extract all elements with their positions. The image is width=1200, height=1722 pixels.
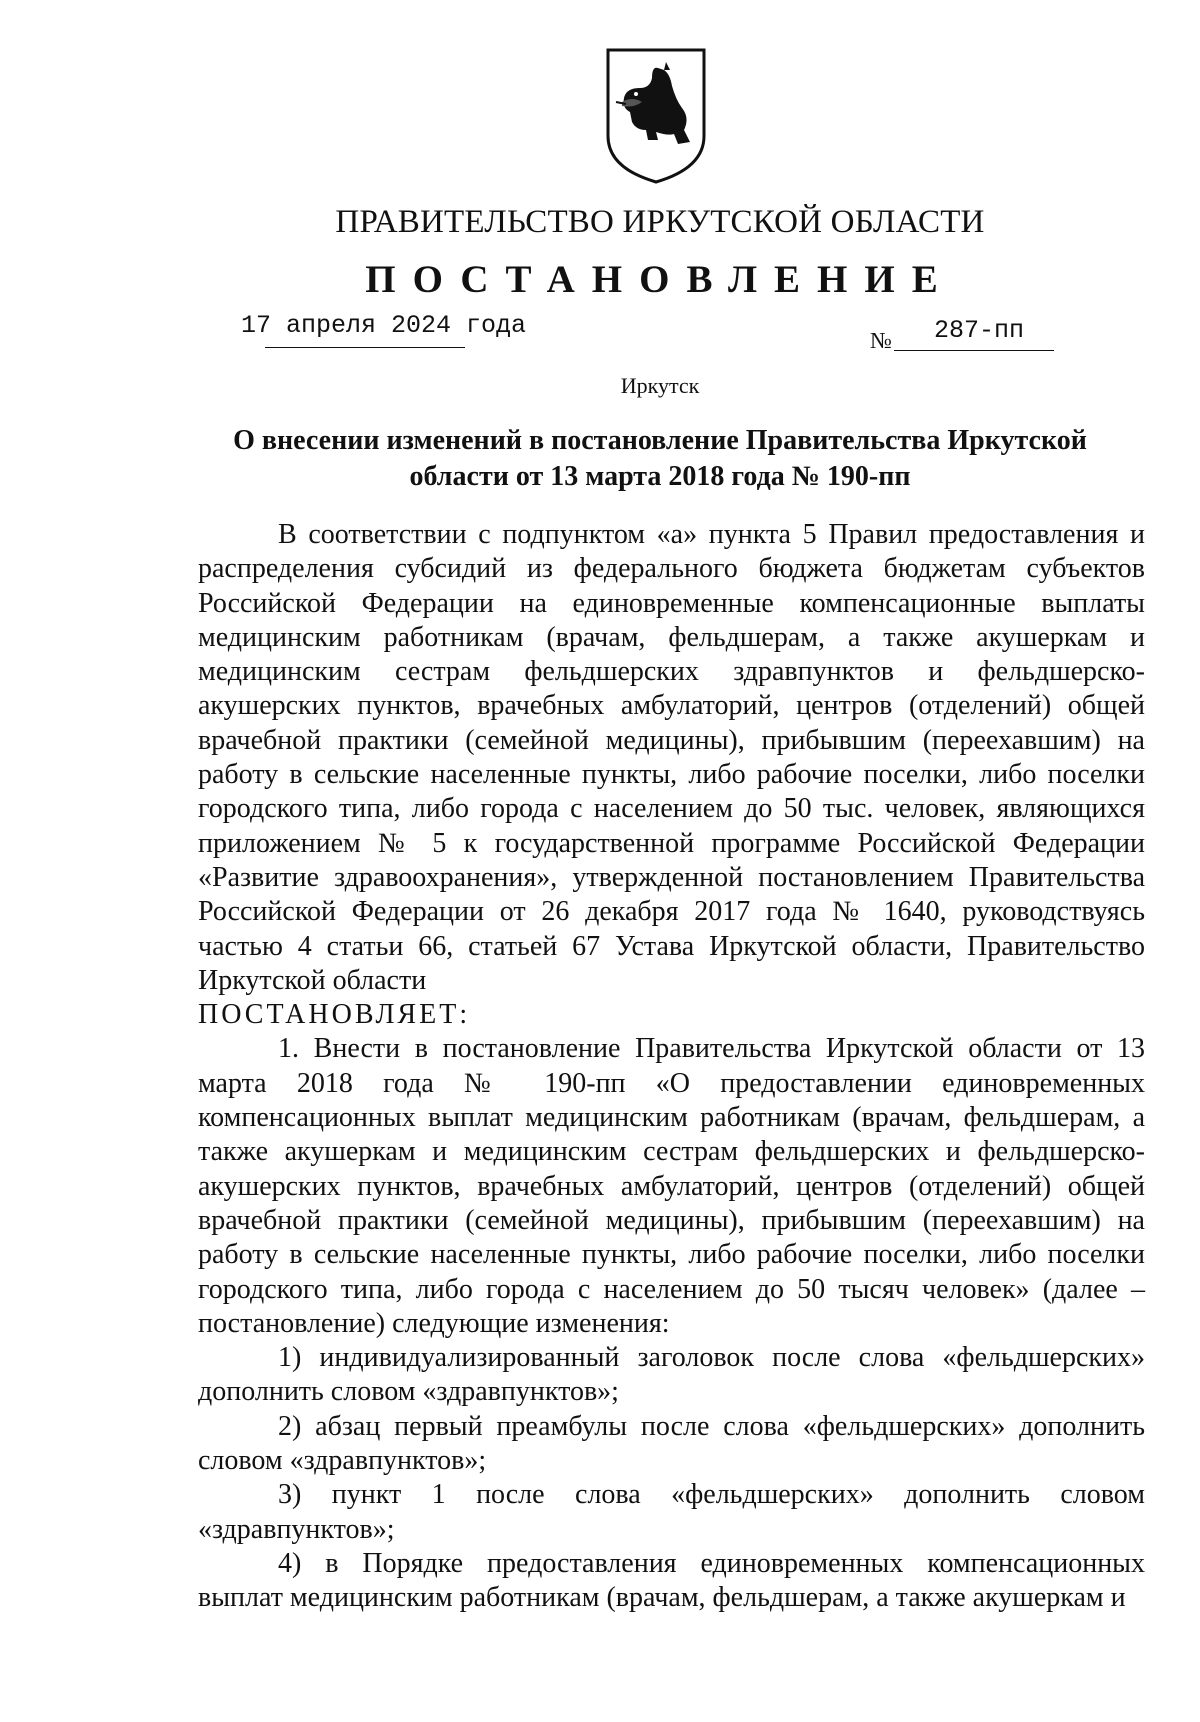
- subitem-3-paragraph: 3) пункт 1 после слова «фельдшерских» дополнить словом «здравпунктов»;: [198, 1479, 1145, 1545]
- number-underline: [894, 350, 1054, 351]
- document-body: [198, 518, 1145, 1616]
- title-line-2: области от 13 марта 2018 года № 190-пп: [409, 461, 911, 492]
- date-underline: [265, 347, 465, 348]
- item-1-paragraph: 1. Внести в постановление Правительства Иркутской области от 13 марта 2018 года № 190-пп «О предоставлении единовременных компенсационных выплат медицинским работникам (врачам, фельдшерам, а также акушеркам и медицинским сестрам фельдшерских и фельдшерско-акушерских пунктов, врачебных амбулаторий, центров (отделений) общей врачебной практики (семейной медицины), прибывшим (переехавшим) на работу в сельские населенные пункты, либо рабочие поселки, либо поселки городского типа, либо города с населением до 50 тысяч человек» (далее – постановление) следующие изменения:: [198, 1033, 1145, 1339]
- subitem-1-paragraph: 1) индивидуализированный заголовок после слова «фельдшерских» дополнить словом «здравпунктов»;: [198, 1342, 1145, 1408]
- title-line-1: О внесении изменений в постановление Правительства Иркутской: [233, 425, 1087, 456]
- subitem-4-paragraph: 4) в Порядке предоставления единовременных компенсационных выплат медицинским работникам (врачам, фельдшерам, а также акушеркам и: [198, 1547, 1145, 1614]
- document-title: [220, 423, 1100, 495]
- decree-number: 287-пп: [934, 316, 1025, 345]
- coat-of-arms-emblem: [602, 44, 710, 186]
- city-name: Иркутск: [620, 373, 700, 398]
- number-sign: №: [870, 328, 892, 353]
- preamble-paragraph: В соответствии с подпунктом «а» пункта 5 Правил предоставления и распределения субсидий из федерального бюджета бюджетам субъектов Российской Федерации на единовременные компенсационные выплаты медицинским работникам (врачам, фельдшерам, а также акушеркам и медицинским сестрам фельдшерских здравпунктов и фельдшерско-акушерских пунктов, врачебных амбулаторий, центров (отделений) общей врачебной практики (семейной медицины), прибывшим (переехавшим) на работу в сельские населенные пункты, либо рабочие поселки, либо поселки городского типа, либо города с населением до 50 тыс. человек, являющихся приложением № 5 к государственной программе Российской Федерации «Развитие здравоохранения», утвержденной постановлением Правительства Российской Федерации от 26 декабря 2017 года № 1640, руководствуясь частью 4 статьи 66, статьей 67 Устава Иркутской области, Правительство Иркутской области: [198, 519, 1145, 996]
- resolves-heading: ПОСТАНОВЛЯЕТ:: [198, 999, 471, 1031]
- subitem-2-paragraph: 2) абзац первый преамбулы после слова «фельдшерских» дополнить словом «здравпунктов»;: [198, 1410, 1145, 1477]
- document-type: ПОСТАНОВЛЕНИЕ: [365, 258, 955, 301]
- decree-date: 17 апреля 2024 года: [241, 311, 527, 340]
- government-name: ПРАВИТЕЛЬСТВО ИРКУТСКОЙ ОБЛАСТИ: [335, 204, 985, 240]
